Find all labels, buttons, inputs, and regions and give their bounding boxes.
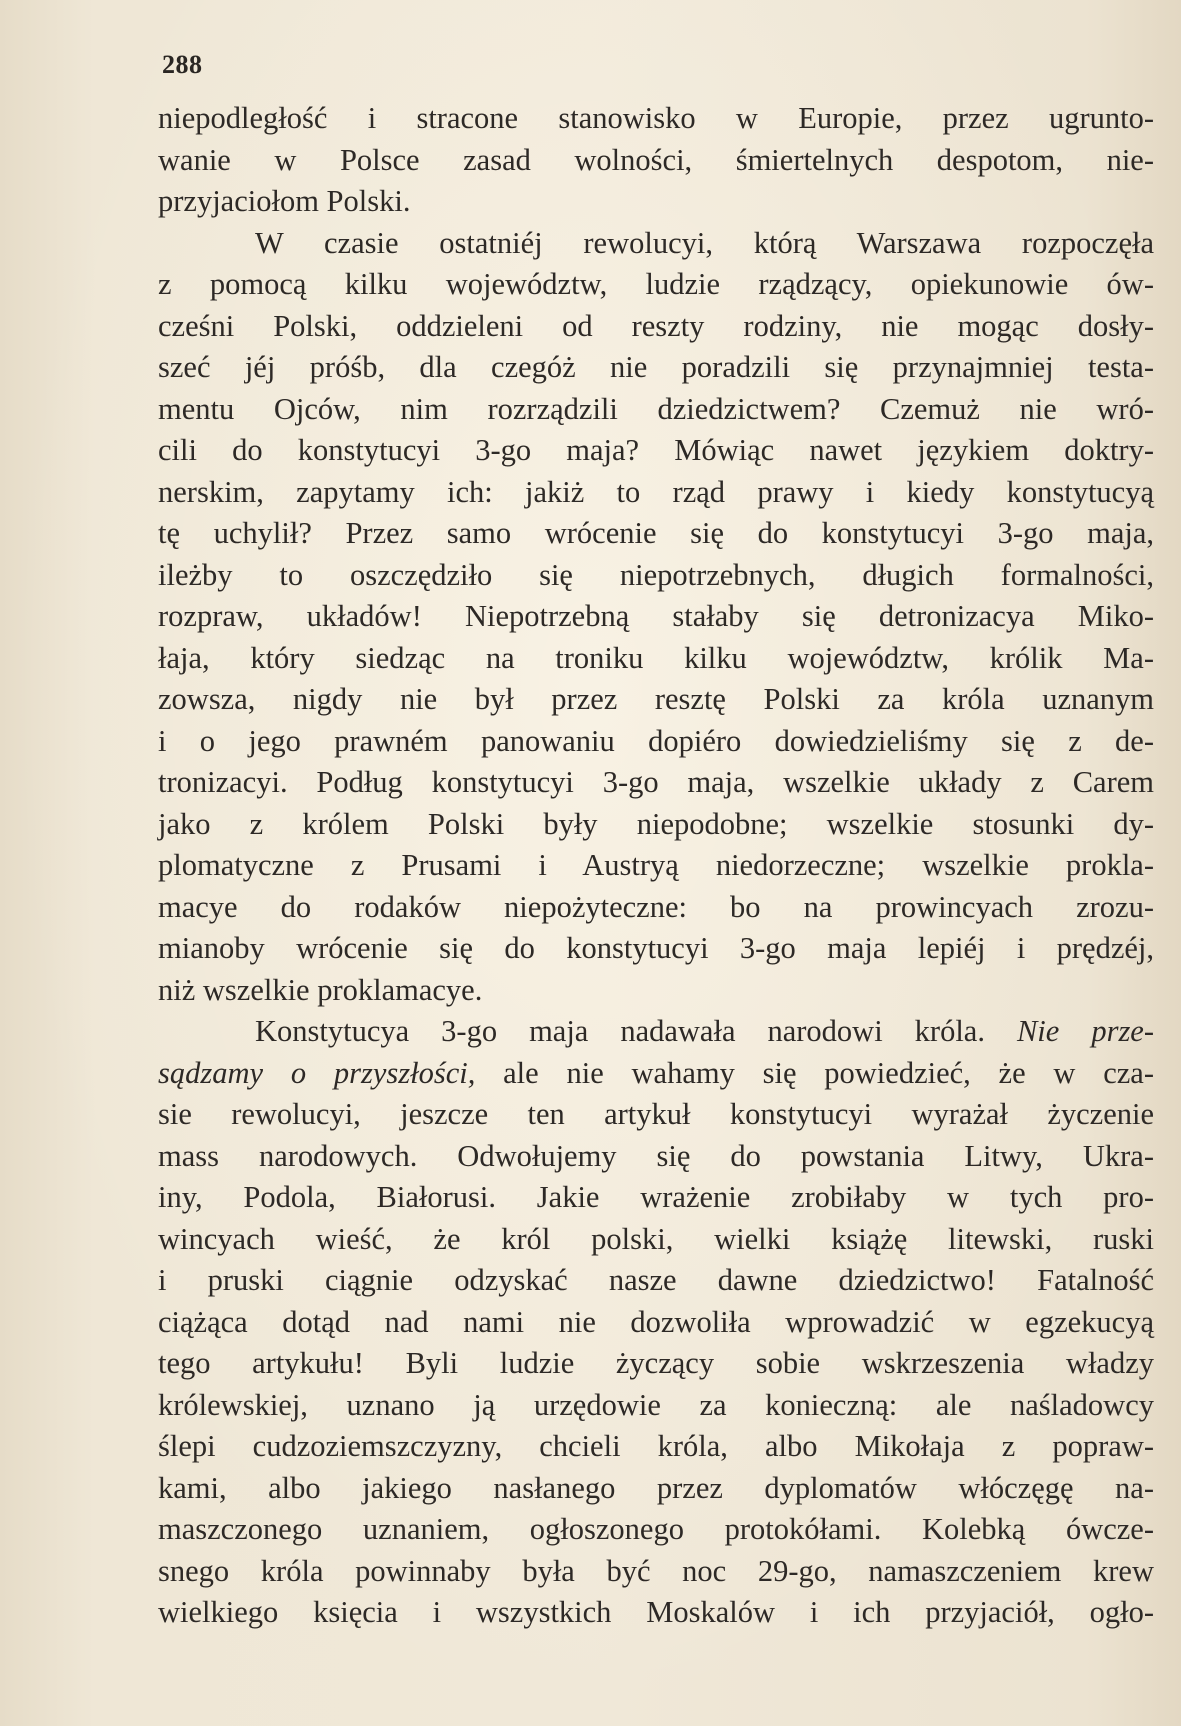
line-text: z pomocą kilku województw, ludzie rządzący, opiekunowie ów-	[158, 267, 1154, 301]
line-text: nerskim, zapytamy ich: jakiż to rząd prawy i kiedy konstytucyą	[158, 474, 1154, 509]
line-text: wincyach wieść, że król polski, wielki książę litewski, ruski	[158, 1221, 1154, 1256]
line-text: tę uchylił? Przez samo wrócenie się do konstytucyi 3-go maja,	[158, 516, 1154, 550]
text-line	[158, 1053, 1154, 1095]
line-text: sie rewolucyi, jeszcze ten artykuł konstytucyi wyrażał życzenie	[158, 1097, 1154, 1131]
line-text: ileżby to oszczędziło się niepotrzebnych, długich formalności,	[158, 557, 1154, 592]
line-text: niż wszelkie proklamacye.	[158, 972, 483, 1007]
line-text: ślepi cudzoziemszczyzny, chcieli króla, albo Mikołaja z popraw-	[158, 1429, 1154, 1463]
text-line	[158, 140, 1154, 182]
line-text: i o jego prawném panowaniu dopiéro dowiedzieliśmy się z de-	[158, 723, 1154, 758]
text-line	[158, 1011, 1154, 1053]
text-line	[158, 845, 1154, 887]
line-text: przyjaciołom Polski.	[158, 184, 411, 218]
text-line	[158, 347, 1154, 389]
page-number: 288	[162, 50, 203, 79]
line-text: mianoby wrócenie się do konstytucyi 3-go maja lepiéj i prędzéj,	[158, 931, 1154, 965]
text-line	[158, 928, 1154, 970]
line-text: tego artykułu! Byli ludzie życzący sobie wskrzeszenia władzy	[158, 1346, 1154, 1380]
line-text: plomatyczne z Prusami i Austryą niedorzeczne; wszelkie prokla-	[158, 848, 1154, 882]
text-line	[158, 1302, 1154, 1344]
text-line	[158, 970, 1154, 1012]
text-line	[158, 804, 1154, 846]
text-line	[158, 1343, 1154, 1385]
line-text: cili do konstytucyi 3-go maja? Mówiąc nawet językiem doktry-	[158, 433, 1154, 467]
line-text: snego króla powinnaby była być noc 29-go, namaszczeniem krew	[158, 1553, 1154, 1588]
line-text: mentu Ojców, nim rozrządzili dziedzictwem? Czemuż nie wró-	[158, 391, 1154, 426]
line-text: Konstytucya 3-go maja nadawała narodowi króla.	[255, 1014, 1017, 1048]
text-line	[158, 1219, 1154, 1261]
text-line	[158, 1551, 1154, 1593]
text-line	[158, 1136, 1154, 1178]
text-line	[158, 1177, 1154, 1219]
text-line	[158, 638, 1154, 680]
line-text: i pruski ciągnie odzyskać nasze dawne dziedzictwo! Fatalność	[158, 1263, 1154, 1297]
line-text: wielkiego księcia i wszystkich Moskalów i ich przyjaciół, ogło-	[158, 1595, 1154, 1629]
line-text: cześni Polski, oddzieleni od reszty rodziny, nie mogąc dosły-	[158, 308, 1154, 343]
line-text: królewskiej, uznano ją urzędowie za konieczną: ale naśladowcy	[158, 1387, 1154, 1422]
line-text: niepodległość i stracone stanowisko w Europie, przez ugrunto-	[158, 101, 1154, 135]
text-line	[158, 887, 1154, 929]
line-text: macye do rodaków niepożyteczne: bo na prowincyach zrozu-	[158, 889, 1154, 924]
line-text: łaja, który siedząc na troniku kilku województw, królik Ma-	[158, 640, 1154, 675]
text-line	[158, 1592, 1154, 1634]
line-text: ale nie wahamy się powiedzieć, że w cza-	[475, 1055, 1154, 1090]
text-line	[158, 1385, 1154, 1427]
text-line	[158, 98, 1154, 140]
line-text: szeć jéj próśb, dla czegóż nie poradzili się przynajmniej testa-	[158, 350, 1154, 384]
line-text: mass narodowych. Odwołujemy się do powstania Litwy, Ukra-	[158, 1138, 1154, 1173]
italic-phrase: sądzamy o przyszłości,	[158, 1055, 476, 1090]
body-text	[158, 98, 1154, 1634]
text-line	[158, 1509, 1154, 1551]
line-text: tronizacyi. Podług konstytucyi 3-go maja, wszelkie układy z Carem	[158, 765, 1154, 799]
text-line	[158, 1094, 1154, 1136]
line-text: maszczonego uznaniem, ogłoszonego protokółami. Kolebką ówcze-	[158, 1512, 1154, 1546]
text-line	[158, 181, 1154, 223]
line-text: iny, Podola, Białorusi. Jakie wrażenie zrobiłaby w tych pro-	[158, 1180, 1154, 1214]
line-text: zowsza, nigdy nie był przez resztę Polski za króla uznanym	[158, 682, 1154, 716]
text-line	[158, 264, 1154, 306]
line-text: kami, albo jakiego nasłanego przez dyplomatów włóczęgę na-	[158, 1470, 1154, 1505]
text-line	[158, 555, 1154, 597]
text-line	[158, 223, 1154, 265]
text-line	[158, 762, 1154, 804]
text-line	[158, 596, 1154, 638]
line-text: ciążąca dotąd nad nami nie dozwoliła wprowadzić w egzekucyą	[158, 1304, 1154, 1339]
text-line	[158, 721, 1154, 763]
text-line	[158, 306, 1154, 348]
text-line	[158, 513, 1154, 555]
line-text: jako z królem Polski były niepodobne; wszelkie stosunki dy-	[158, 806, 1154, 841]
line-text: wanie w Polsce zasad wolności, śmiertelnych despotom, nie-	[158, 142, 1154, 177]
text-line	[158, 1468, 1154, 1510]
italic-phrase: Nie prze-	[1016, 1014, 1155, 1048]
line-text: W czasie ostatniéj rewolucyi, którą Warszawa rozpoczęła	[255, 225, 1154, 260]
text-line	[158, 430, 1154, 472]
text-line	[158, 472, 1154, 514]
text-line	[158, 389, 1154, 431]
text-line	[158, 1260, 1154, 1302]
text-line	[158, 679, 1154, 721]
line-text: rozpraw, układów! Niepotrzebną stałaby się detronizacya Miko-	[158, 599, 1154, 633]
text-line	[158, 1426, 1154, 1468]
